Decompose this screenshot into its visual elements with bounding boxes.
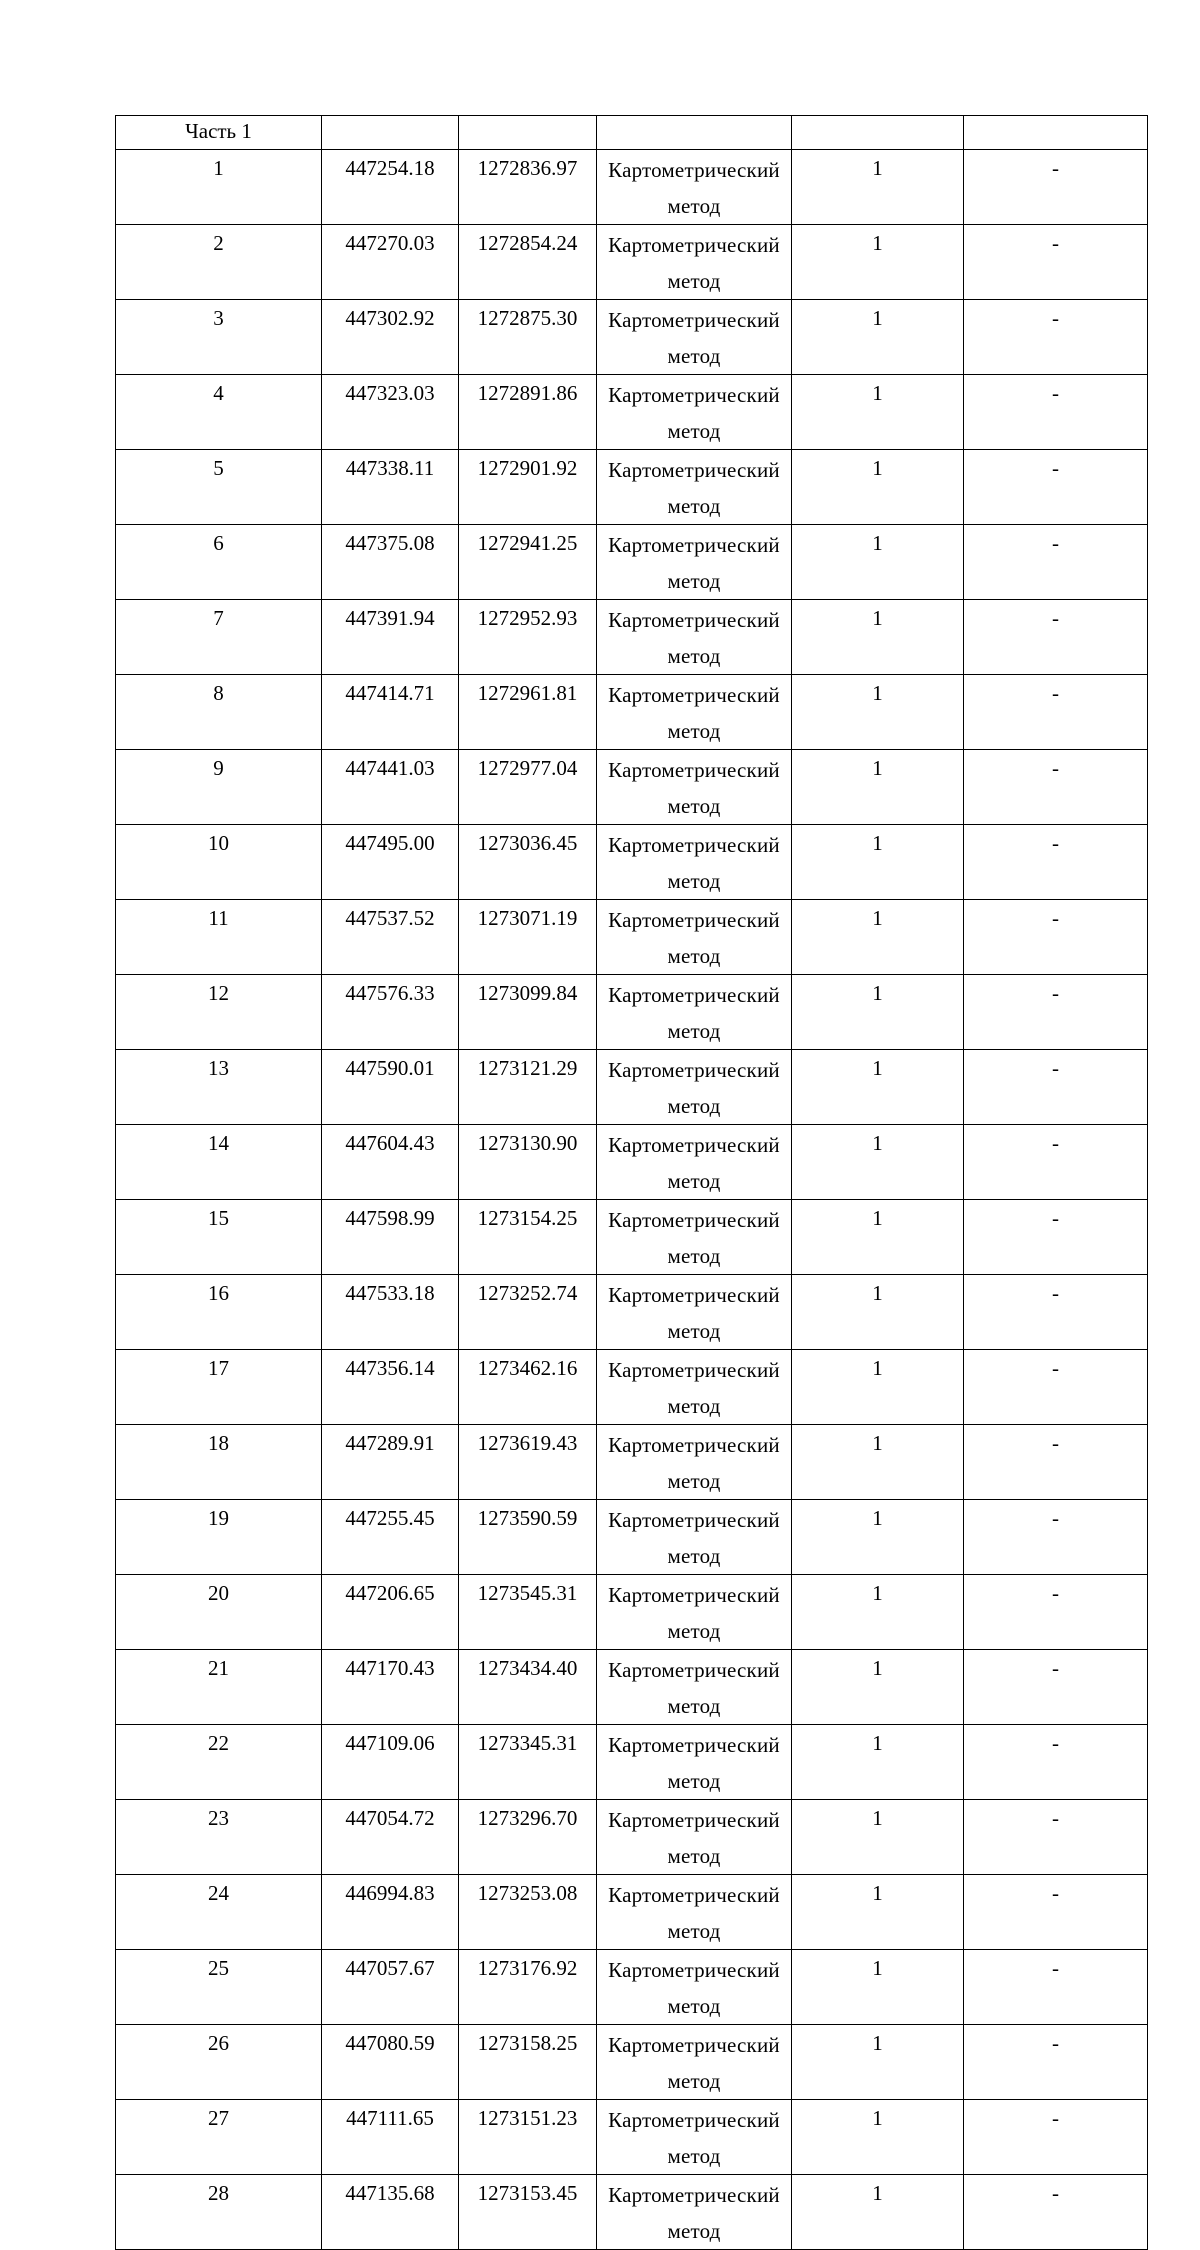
coord-x-cell: 447057.67 xyxy=(322,1950,459,2025)
coord-x-cell: 447135.68 xyxy=(322,2175,459,2250)
note-cell: - xyxy=(964,525,1148,600)
point-number-cell: 23 xyxy=(116,1800,322,1875)
coord-y-cell: 1273151.23 xyxy=(459,2100,597,2175)
method-text: Картометрический метод xyxy=(608,1658,780,1718)
method-text: Картометрический метод xyxy=(608,1058,780,1118)
method-text: Картометрический метод xyxy=(608,833,780,893)
note-cell: - xyxy=(964,2025,1148,2100)
coord-x-cell: 447598.99 xyxy=(322,1200,459,1275)
point-number-cell: 8 xyxy=(116,675,322,750)
method-cell xyxy=(597,750,792,825)
accuracy-cell: 1 xyxy=(792,1425,964,1500)
method-cell xyxy=(597,675,792,750)
table-row xyxy=(116,450,1148,525)
coord-x-cell: 447170.43 xyxy=(322,1650,459,1725)
table-row xyxy=(116,1200,1148,1275)
point-number-cell: 9 xyxy=(116,750,322,825)
coord-y-cell: 1273345.31 xyxy=(459,1725,597,1800)
point-number-cell: 4 xyxy=(116,375,322,450)
point-number-cell: 6 xyxy=(116,525,322,600)
coord-y-cell: 1272941.25 xyxy=(459,525,597,600)
accuracy-cell: 1 xyxy=(792,2175,964,2250)
note-cell: - xyxy=(964,450,1148,525)
table-row xyxy=(116,600,1148,675)
accuracy-cell: 1 xyxy=(792,1725,964,1800)
table-row xyxy=(116,2100,1148,2175)
method-text: Картометрический метод xyxy=(608,1958,780,2018)
method-cell xyxy=(597,2025,792,2100)
accuracy-cell: 1 xyxy=(792,600,964,675)
note-cell: - xyxy=(964,1350,1148,1425)
coord-x-cell: 447270.03 xyxy=(322,225,459,300)
accuracy-cell: 1 xyxy=(792,1500,964,1575)
method-cell xyxy=(597,1425,792,1500)
accuracy-cell: 1 xyxy=(792,1800,964,1875)
point-number-cell: 2 xyxy=(116,225,322,300)
point-number-cell: 5 xyxy=(116,450,322,525)
method-cell xyxy=(597,2175,792,2250)
note-cell: - xyxy=(964,825,1148,900)
note-cell: - xyxy=(964,2175,1148,2250)
coord-y-cell: 1273462.16 xyxy=(459,1350,597,1425)
accuracy-cell: 1 xyxy=(792,1950,964,2025)
method-text: Картометрический метод xyxy=(608,233,780,293)
method-text: Картометрический метод xyxy=(608,2108,780,2168)
point-number-cell: 7 xyxy=(116,600,322,675)
method-cell xyxy=(597,1800,792,1875)
coord-y-cell: 1273176.92 xyxy=(459,1950,597,2025)
accuracy-cell: 1 xyxy=(792,975,964,1050)
note-cell: - xyxy=(964,900,1148,975)
accuracy-cell: 1 xyxy=(792,1575,964,1650)
coord-y-cell: 1272875.30 xyxy=(459,300,597,375)
table-row xyxy=(116,300,1148,375)
table-row xyxy=(116,525,1148,600)
coord-y-cell: 1272977.04 xyxy=(459,750,597,825)
part-label: Часть 1 xyxy=(116,116,322,150)
table-row xyxy=(116,1500,1148,1575)
note-cell: - xyxy=(964,975,1148,1050)
note-cell: - xyxy=(964,600,1148,675)
coord-x-cell: 447356.14 xyxy=(322,1350,459,1425)
point-number-cell: 3 xyxy=(116,300,322,375)
accuracy-cell: 1 xyxy=(792,2100,964,2175)
method-cell xyxy=(597,825,792,900)
method-cell xyxy=(597,1500,792,1575)
note-cell: - xyxy=(964,750,1148,825)
coord-x-cell: 447302.92 xyxy=(322,300,459,375)
method-text: Картометрический метод xyxy=(608,608,780,668)
coord-y-cell: 1273590.59 xyxy=(459,1500,597,1575)
point-number-cell: 26 xyxy=(116,2025,322,2100)
point-number-cell: 24 xyxy=(116,1875,322,1950)
part-header-row xyxy=(116,116,1148,150)
empty-cell xyxy=(792,116,964,150)
coord-y-cell: 1273036.45 xyxy=(459,825,597,900)
method-cell xyxy=(597,975,792,1050)
method-cell xyxy=(597,1200,792,1275)
method-text: Картометрический метод xyxy=(608,1208,780,1268)
note-cell: - xyxy=(964,1500,1148,1575)
accuracy-cell: 1 xyxy=(792,2025,964,2100)
method-text: Картометрический метод xyxy=(608,2033,780,2093)
method-cell xyxy=(597,1875,792,1950)
method-text: Картометрический метод xyxy=(608,308,780,368)
method-cell xyxy=(597,1950,792,2025)
empty-cell xyxy=(597,116,792,150)
method-text: Картометрический метод xyxy=(608,1358,780,1418)
accuracy-cell: 1 xyxy=(792,1650,964,1725)
method-text: Картометрический метод xyxy=(608,533,780,593)
table-row xyxy=(116,375,1148,450)
point-number-cell: 17 xyxy=(116,1350,322,1425)
point-number-cell: 18 xyxy=(116,1425,322,1500)
method-text: Картометрический метод xyxy=(608,2183,780,2243)
point-number-cell: 28 xyxy=(116,2175,322,2250)
table-row xyxy=(116,1425,1148,1500)
method-cell xyxy=(597,225,792,300)
table-row xyxy=(116,1275,1148,1350)
coord-x-cell: 447080.59 xyxy=(322,2025,459,2100)
coord-y-cell: 1272891.86 xyxy=(459,375,597,450)
method-cell xyxy=(597,375,792,450)
note-cell: - xyxy=(964,1650,1148,1725)
table-row xyxy=(116,1125,1148,1200)
method-cell xyxy=(597,2100,792,2175)
coord-y-cell: 1272901.92 xyxy=(459,450,597,525)
accuracy-cell: 1 xyxy=(792,1200,964,1275)
method-cell xyxy=(597,1350,792,1425)
method-text: Картометрический метод xyxy=(608,1808,780,1868)
table-row xyxy=(116,1350,1148,1425)
note-cell: - xyxy=(964,1200,1148,1275)
coord-x-cell: 447111.65 xyxy=(322,2100,459,2175)
table-row xyxy=(116,675,1148,750)
coord-y-cell: 1273252.74 xyxy=(459,1275,597,1350)
accuracy-cell: 1 xyxy=(792,150,964,225)
coord-y-cell: 1273296.70 xyxy=(459,1800,597,1875)
coord-x-cell: 447289.91 xyxy=(322,1425,459,1500)
coord-x-cell: 447391.94 xyxy=(322,600,459,675)
table-row xyxy=(116,2175,1148,2250)
accuracy-cell: 1 xyxy=(792,225,964,300)
empty-cell xyxy=(322,116,459,150)
note-cell: - xyxy=(964,150,1148,225)
note-cell: - xyxy=(964,675,1148,750)
accuracy-cell: 1 xyxy=(792,375,964,450)
coord-y-cell: 1273121.29 xyxy=(459,1050,597,1125)
method-cell xyxy=(597,900,792,975)
coordinates-table xyxy=(115,115,1148,2250)
accuracy-cell: 1 xyxy=(792,450,964,525)
note-cell: - xyxy=(964,1875,1148,1950)
coord-x-cell: 447375.08 xyxy=(322,525,459,600)
point-number-cell: 21 xyxy=(116,1650,322,1725)
method-text: Картометрический метод xyxy=(608,983,780,1043)
method-text: Картометрический метод xyxy=(608,1133,780,1193)
coord-x-cell: 447533.18 xyxy=(322,1275,459,1350)
method-cell xyxy=(597,1725,792,1800)
point-number-cell: 1 xyxy=(116,150,322,225)
coord-x-cell: 447495.00 xyxy=(322,825,459,900)
method-cell xyxy=(597,450,792,525)
coord-x-cell: 447590.01 xyxy=(322,1050,459,1125)
point-number-cell: 12 xyxy=(116,975,322,1050)
coord-x-cell: 447323.03 xyxy=(322,375,459,450)
table-row xyxy=(116,975,1148,1050)
coord-y-cell: 1273071.19 xyxy=(459,900,597,975)
coord-x-cell: 447109.06 xyxy=(322,1725,459,1800)
coordinates-table-body xyxy=(116,116,1148,2250)
note-cell: - xyxy=(964,1575,1148,1650)
coord-x-cell: 447054.72 xyxy=(322,1800,459,1875)
table-row xyxy=(116,1575,1148,1650)
coord-y-cell: 1273434.40 xyxy=(459,1650,597,1725)
table-row xyxy=(116,1650,1148,1725)
table-row xyxy=(116,1950,1148,2025)
accuracy-cell: 1 xyxy=(792,1875,964,1950)
table-row xyxy=(116,1050,1148,1125)
coord-y-cell: 1273153.45 xyxy=(459,2175,597,2250)
coord-x-cell: 447537.52 xyxy=(322,900,459,975)
note-cell: - xyxy=(964,1050,1148,1125)
accuracy-cell: 1 xyxy=(792,1125,964,1200)
method-text: Картометрический метод xyxy=(608,1883,780,1943)
point-number-cell: 27 xyxy=(116,2100,322,2175)
point-number-cell: 10 xyxy=(116,825,322,900)
coord-y-cell: 1273545.31 xyxy=(459,1575,597,1650)
note-cell: - xyxy=(964,1125,1148,1200)
table-row xyxy=(116,225,1148,300)
table-row xyxy=(116,900,1148,975)
method-text: Картометрический метод xyxy=(608,1508,780,1568)
coord-x-cell: 447255.45 xyxy=(322,1500,459,1575)
point-number-cell: 19 xyxy=(116,1500,322,1575)
coord-y-cell: 1272961.81 xyxy=(459,675,597,750)
table-row xyxy=(116,750,1148,825)
point-number-cell: 13 xyxy=(116,1050,322,1125)
coord-x-cell: 447338.11 xyxy=(322,450,459,525)
empty-cell xyxy=(964,116,1148,150)
method-cell xyxy=(597,600,792,675)
coord-y-cell: 1273130.90 xyxy=(459,1125,597,1200)
coord-y-cell: 1273099.84 xyxy=(459,975,597,1050)
method-cell xyxy=(597,1575,792,1650)
accuracy-cell: 1 xyxy=(792,525,964,600)
coord-y-cell: 1273158.25 xyxy=(459,2025,597,2100)
point-number-cell: 16 xyxy=(116,1275,322,1350)
method-text: Картометрический метод xyxy=(608,1733,780,1793)
table-row xyxy=(116,1875,1148,1950)
coord-x-cell: 447441.03 xyxy=(322,750,459,825)
coord-x-cell: 447604.43 xyxy=(322,1125,459,1200)
table-row xyxy=(116,825,1148,900)
accuracy-cell: 1 xyxy=(792,675,964,750)
coord-x-cell: 447576.33 xyxy=(322,975,459,1050)
accuracy-cell: 1 xyxy=(792,1275,964,1350)
method-text: Картометрический метод xyxy=(608,1283,780,1343)
point-number-cell: 14 xyxy=(116,1125,322,1200)
accuracy-cell: 1 xyxy=(792,1050,964,1125)
note-cell: - xyxy=(964,225,1148,300)
point-number-cell: 25 xyxy=(116,1950,322,2025)
coord-x-cell: 447414.71 xyxy=(322,675,459,750)
note-cell: - xyxy=(964,300,1148,375)
point-number-cell: 20 xyxy=(116,1575,322,1650)
method-cell xyxy=(597,1275,792,1350)
coord-y-cell: 1273154.25 xyxy=(459,1200,597,1275)
note-cell: - xyxy=(964,1800,1148,1875)
method-text: Картометрический метод xyxy=(608,1433,780,1493)
coord-x-cell: 447206.65 xyxy=(322,1575,459,1650)
method-text: Картометрический метод xyxy=(608,158,780,218)
note-cell: - xyxy=(964,1275,1148,1350)
coord-y-cell: 1273253.08 xyxy=(459,1875,597,1950)
table-row xyxy=(116,2025,1148,2100)
coord-y-cell: 1272836.97 xyxy=(459,150,597,225)
method-cell xyxy=(597,1650,792,1725)
method-cell xyxy=(597,525,792,600)
coord-x-cell: 446994.83 xyxy=(322,1875,459,1950)
note-cell: - xyxy=(964,1950,1148,2025)
point-number-cell: 11 xyxy=(116,900,322,975)
accuracy-cell: 1 xyxy=(792,750,964,825)
method-text: Картометрический метод xyxy=(608,383,780,443)
method-text: Картометрический метод xyxy=(608,683,780,743)
method-cell xyxy=(597,300,792,375)
method-text: Картометрический метод xyxy=(608,908,780,968)
point-number-cell: 22 xyxy=(116,1725,322,1800)
point-number-cell: 15 xyxy=(116,1200,322,1275)
note-cell: - xyxy=(964,1725,1148,1800)
table-row xyxy=(116,1725,1148,1800)
table-row xyxy=(116,1800,1148,1875)
method-text: Картометрический метод xyxy=(608,1583,780,1643)
method-cell xyxy=(597,1050,792,1125)
method-cell xyxy=(597,150,792,225)
note-cell: - xyxy=(964,375,1148,450)
coord-y-cell: 1272952.93 xyxy=(459,600,597,675)
note-cell: - xyxy=(964,1425,1148,1500)
accuracy-cell: 1 xyxy=(792,1350,964,1425)
method-text: Картометрический метод xyxy=(608,458,780,518)
accuracy-cell: 1 xyxy=(792,300,964,375)
accuracy-cell: 1 xyxy=(792,900,964,975)
method-cell xyxy=(597,1125,792,1200)
method-text: Картометрический метод xyxy=(608,758,780,818)
coord-x-cell: 447254.18 xyxy=(322,150,459,225)
note-cell: - xyxy=(964,2100,1148,2175)
table-row xyxy=(116,150,1148,225)
coord-y-cell: 1272854.24 xyxy=(459,225,597,300)
coord-y-cell: 1273619.43 xyxy=(459,1425,597,1500)
accuracy-cell: 1 xyxy=(792,825,964,900)
empty-cell xyxy=(459,116,597,150)
